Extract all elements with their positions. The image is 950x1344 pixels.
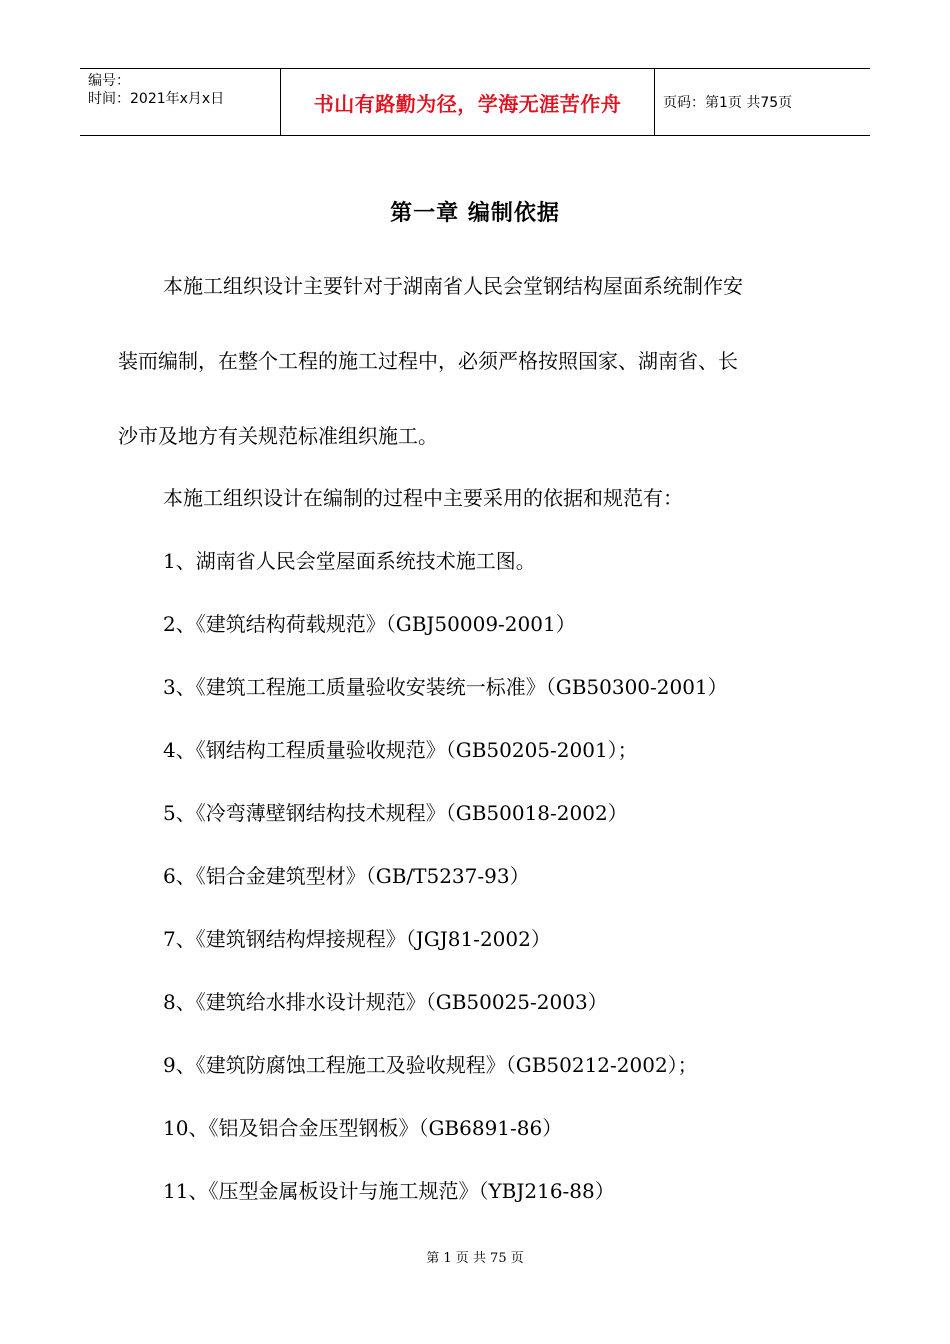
list-item: 10、《铝及铝合金压型钢板》（GB6891-86）	[163, 1116, 563, 1140]
intro-line-3: 沙市及地方有关规范标准组织施工。	[118, 424, 438, 448]
list-item: 4、《钢结构工程质量验收规范》（GB50205-2001）；	[163, 738, 638, 762]
list-item: 1、湖南省人民会堂屋面系统技术施工图。	[163, 549, 536, 573]
intro-line-1: 本施工组织设计主要针对于湖南省人民会堂钢结构屋面系统制作安	[163, 274, 743, 298]
page-header	[80, 68, 870, 136]
intro-line-2: 装而编制，在整个工程的施工过程中，必须严格按照国家、湖南省、长	[118, 349, 738, 373]
header-meta	[80, 69, 281, 135]
header-motto: 书山有路勤为径，学海无涯苦作舟	[281, 69, 655, 135]
basis-intro: 本施工组织设计在编制的过程中主要采用的依据和规范有：	[163, 486, 683, 510]
list-item: 8、《建筑给水排水设计规范》（GB50025-2003）	[163, 990, 608, 1014]
number-label: 编号：	[88, 73, 130, 89]
list-item: 9、《建筑防腐蚀工程施工及验收规程》（GB50212-2002）；	[163, 1053, 698, 1077]
list-item: 3、《建筑工程施工质量验收安装统一标准》（GB50300-2001）	[163, 675, 728, 699]
page-footer: 第 1 页 共 75 页	[426, 1251, 524, 1266]
header-page-info: 页码：第1页 共75页	[663, 95, 793, 111]
list-item: 7、《建筑钢结构焊接规程》（JGJ81-2002）	[163, 927, 551, 951]
chapter-title: 第一章 编制依据	[390, 201, 560, 226]
list-item: 5、《冷弯薄壁钢结构技术规程》（GB50018-2002）	[163, 801, 628, 825]
date-label: 时间：2021年x月x日	[88, 91, 225, 107]
list-item: 11、《压型金属板设计与施工规范》（YBJ216-88）	[163, 1179, 615, 1203]
list-item: 2、《建筑结构荷载规范》（GBJ50009-2001）	[163, 612, 576, 636]
list-item: 6、《铝合金建筑型材》（GB/T5237-93）	[163, 864, 530, 888]
